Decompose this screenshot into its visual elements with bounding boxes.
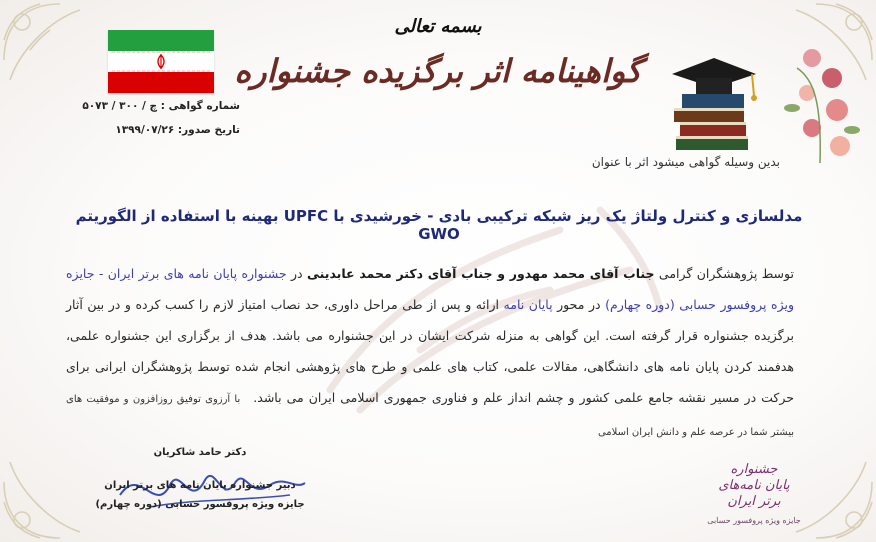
logo-text: پایان نامه‌های: [718, 478, 790, 493]
certificate-body: [66, 258, 794, 448]
graduation-books-icon: [662, 38, 862, 168]
signature-block: [90, 447, 310, 510]
signer-title: جایزه ویژه پروفسور حسابی (دوره چهارم): [95, 499, 305, 510]
closing-wish: با آرزوی توفیق روزافزون و موفقیت های بیشتر شما در عرصه علم و دانش ایران اسلامی: [66, 394, 794, 438]
flag-emblem-icon: [108, 51, 214, 72]
signer-title: دبیر جشنواره پایان نامه های برتر ایران: [104, 480, 296, 491]
body-text: ارائه و پس از طی مراحل داوری، حد نصاب امتیاز لازم را کسب کرده و در بین آثار برگزیده جشنواره قرار گرفته است. این گواهی به منزله شرکت ایشان در این جشنواره می باشد. هدف از برگزاری این جشنواره علمی، هدفمند کردن پایان نامه های دانشگاهی، مقالات علمی، کتاب های علمی و طرح های پژوهشی انجام شده توسط پژوهشگران ایرانی برای حرکت در مسیر نقشه جامع علمی کشور و چشم انداز علم و فناوری جمهوری اسلامی ایران می باشد.: [66, 297, 794, 405]
logo-text: جایزه ویژه پروفسور حسابی: [707, 516, 801, 525]
certificate-title: گواهینامه اثر برگزیده جشنواره: [234, 52, 642, 90]
certificate-number: شماره گواهی : چ / ۳۰۰ / ۵۰۷۳: [82, 100, 240, 112]
festival-logo: [704, 462, 804, 534]
thesis-title: مدلسازی و کنترل ولتاژ یک ریز شبکه ترکیبی بادی - خورشیدی با UPFC بهینه با استفاده از الگوریتم GWO: [75, 207, 803, 243]
axis-name: پایان نامه: [503, 297, 553, 312]
body-text: توسط پژوهشگران گرامی: [658, 266, 794, 281]
logo-text: برتر ایران: [727, 494, 781, 509]
iran-flag: [108, 30, 214, 93]
signer-name: دکتر حامد شاکریان: [153, 447, 247, 458]
body-text: در: [291, 266, 303, 281]
researcher-names: جناب آقای محمد مهدور و جناب آقای دکتر محمد عابدینی: [307, 266, 655, 281]
intro-text: بدین وسیله گواهی میشود اثر با عنوان: [591, 155, 780, 169]
basmala: بسمه تعالی: [394, 16, 482, 37]
logo-text: جشنواره: [730, 462, 778, 477]
festival-name: جشنواره پایان نامه های برتر ایران - جایزه ویژه پروفسور حسابی (دوره چهارم): [66, 266, 795, 312]
body-text: در محور: [557, 297, 601, 312]
issue-date: تاریخ صدور: ۱۳۹۹/۰۷/۲۶: [115, 124, 240, 136]
